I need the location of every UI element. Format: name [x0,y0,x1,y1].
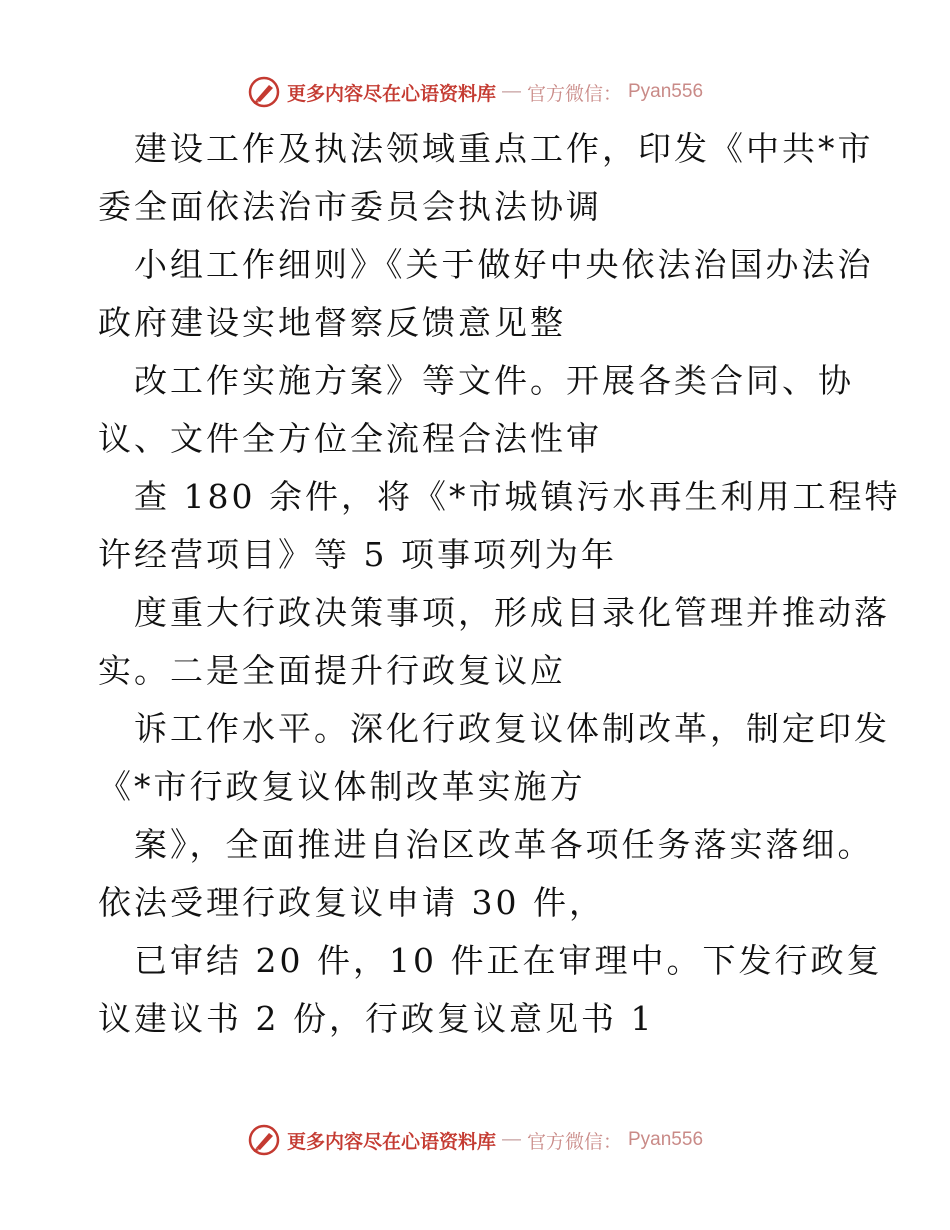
body-line: 查 180 余件，将《*市城镇污水再生利用工程特 [134,477,901,516]
body-line: 小组工作细则》《关于做好中央依法治国办法治 [134,245,874,284]
watermark-wechat-id: Pyan556 [628,81,704,102]
body-line: 度重大行政决策事项，形成目录化管理并推动落 [134,593,890,632]
body-line: 议建议书 2 份，行政复议意见书 1 [98,999,655,1038]
watermark-wechat-label: 官方微信： [526,1130,622,1153]
body-line: 改工作实施方案》等文件。开展各类合同、协 [134,361,854,400]
body-line: 诉工作水平。深化行政复议体制改革，制定印发 [134,709,890,748]
footer-watermark [0,1120,950,1160]
watermark-wechat-id: Pyan556 [628,1129,704,1150]
body-line: 委全面依法治市委员会执法协调 [98,187,602,226]
body-line: 实。二是全面提升行政复议应 [98,651,566,690]
header-watermark [0,72,950,112]
body-line: 政府建设实地督察反馈意见整 [98,303,566,342]
body-line: 案》，全面推进自治区改革各项任务落实落细。 [134,825,874,864]
body-line: 《*市行政复议体制改革实施方 [98,767,586,806]
pen-logo-icon [247,1123,281,1157]
body-line: 已审结 20 件，10 件正在审理中。下发行政复 [134,941,883,980]
pen-logo-icon [247,75,281,109]
body-line: 依法受理行政复议申请 30 件， [98,883,605,922]
watermark-brand: 更多内容尽在心语资料库 [286,1130,496,1153]
body-line: 许经营项目》等 5 项事项列为年 [98,535,617,574]
watermark-dash: — [501,81,521,102]
watermark-dash: — [501,1129,521,1150]
body-line: 建设工作及执法领域重点工作，印发《中共*市 [134,129,874,168]
body-line: 议、文件全方位全流程合法性审 [98,419,602,458]
watermark-brand: 更多内容尽在心语资料库 [286,82,496,105]
watermark-wechat-label: 官方微信： [526,82,622,105]
